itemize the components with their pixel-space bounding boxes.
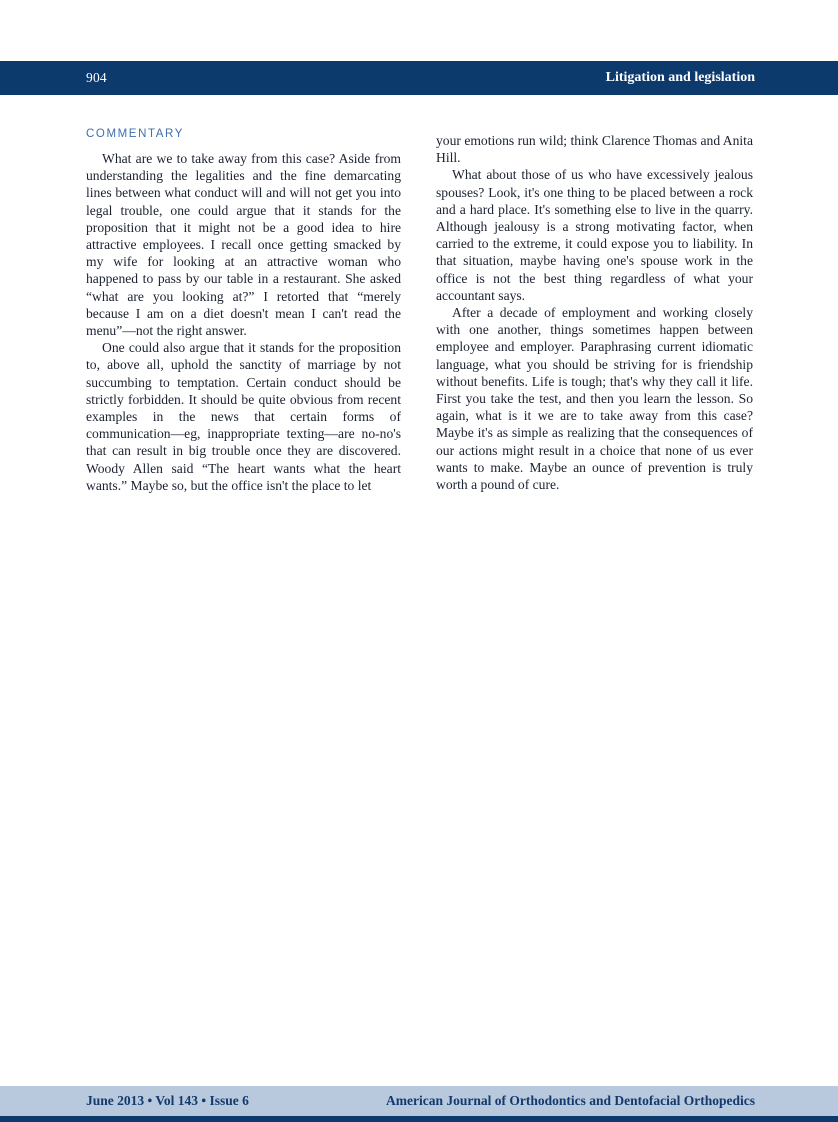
- page-number: 904: [86, 70, 107, 85]
- text-column-right: [436, 132, 753, 493]
- section-label-commentary: COMMENTARY: [86, 128, 184, 140]
- running-head-title: Litigation and legislation: [605, 70, 755, 85]
- text-column-left: [86, 150, 401, 494]
- paragraph: What about those of us who have excessively jealous spouses? Look, it's one thing to be placed between a rock and a hard place. It's something else to live in the quarry. Although jealousy is a strong motivating factor, when carried to the extreme, it could expose you to liability. In that situation, maybe having one's spouse work in the office is not the best thing regardless of what your accountant says.: [436, 167, 753, 303]
- footer-issue-info: June 2013 • Vol 143 • Issue 6: [86, 1093, 249, 1108]
- footer-journal-name: American Journal of Orthodontics and Dentofacial Orthopedics: [386, 1093, 755, 1108]
- running-head-bar: [0, 61, 838, 95]
- paragraph: What are we to take away from this case? Aside from understanding the legalities and the fine demarcating lines between what conduct will and will not get you into legal trouble, one could argue that it stands for the proposition that it might not be a good idea to hire attractive employees. I recall once getting smacked by my wife for looking at an attractive woman who happened to pass by our table in a restaurant. She asked “what are you looking at?” I retorted that “merely because I am on a diet doesn't mean I can't read the menu”—not the right answer.: [86, 151, 401, 339]
- paragraph-continuation: your emotions run wild; think Clarence Thomas and Anita Hill.: [436, 133, 753, 166]
- paragraph: One could also argue that it stands for the proposition to, above all, uphold the sanctity of marriage by not succumbing to temptation. Certain conduct should be strictly forbidden. It should be quite obvious from recent examples in the news that certain forms of communication—eg, inappropriate texting—are no-no's that can result in big trouble once they are discovered. Woody Allen said “The heart wants what the heart wants.” Maybe so, but the office isn't the place to let: [86, 340, 401, 493]
- footer-bar: [0, 1086, 838, 1116]
- footer-accent-strip: [0, 1116, 838, 1122]
- paragraph: After a decade of employment and working closely with one another, things sometimes happen between employee and employer. Paraphrasing current idiomatic language, what you should be striving for is friendship without benefits. Life is tough; that's why they call it life. First you take the test, and then you learn the lesson. So again, what is it we are to take away from this case? Maybe it's as simple as realizing that the consequences of our actions might result in a choice that none of us ever wants to make. Maybe an ounce of prevention is truly worth a pound of cure.: [436, 305, 753, 493]
